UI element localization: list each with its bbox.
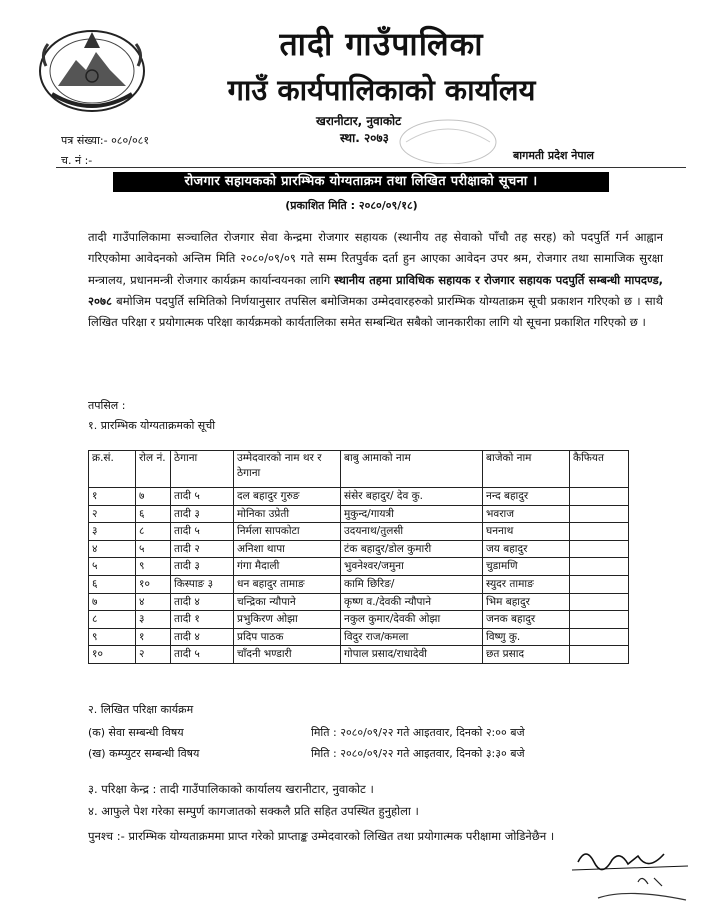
cell-parents-name: भुवनेश्वर/जमुना — [341, 558, 483, 576]
table-row — [89, 523, 629, 541]
cell-parents-name: कामि छिरिङ/ — [341, 575, 483, 593]
exam-date-2: मिति : २०८०/०९/२२ गते आइतवार, दिनको ३:३० बजे — [311, 747, 525, 760]
cell-serial: ६ — [89, 575, 136, 593]
notice-body-part2: बमोजिम पदपुर्ति समितिको निर्णयानुसार तपसिल बमोजिमका उम्मेदवारहरुको प्रारम्भिक योग्यताक्रम सूची प्रकाशन गरिएको छ । साथै लिखित परिक्षा र प्रयोगात्मक परिक्षा कार्यक्रमको कार्यतालिका समेत सम्बन्धित सबैको जानकारीका लागि यो सूचना प्रकाशित गरिएको छ । — [88, 293, 663, 330]
cell-address: तादी ५ — [171, 488, 234, 506]
col-roll: रोल नं. — [136, 451, 171, 488]
exam-subject-1: (क) सेवा सम्बन्धी विषय — [88, 726, 184, 739]
table-row — [89, 558, 629, 576]
dispatch-number: च. नं :- — [61, 154, 93, 167]
cell-candidate-name: निर्मला सापकोटा — [234, 523, 341, 541]
cell-remarks — [570, 575, 629, 593]
cell-grandfather-name: नन्द बहादुर — [483, 488, 570, 506]
candidate-table — [88, 450, 629, 664]
cell-parents-name: उदयनाथ/तुलसी — [341, 523, 483, 541]
reference-number: पत्र संख्या:- ०८०/०८१ — [61, 134, 150, 147]
cell-roll: ६ — [136, 505, 171, 523]
cell-serial: २ — [89, 505, 136, 523]
cell-serial: ९ — [89, 628, 136, 646]
postscript: पुनश्च :- प्रारम्भिक योग्यताक्रममा प्राप्त गरेको प्राप्ताङ्क उम्मेदवारको लिखित तथा प्रयोगात्मक परीक्षामा जोडिनेछैन । — [88, 829, 555, 843]
documents-note: ४. आफुले पेश गरेका सम्पुर्ण कागजातको सक्कलै प्रति सहित उपस्थित हुनुहोला । — [88, 804, 419, 818]
cell-address: तादी २ — [171, 540, 234, 558]
cell-address: तादी ३ — [171, 505, 234, 523]
cell-roll: २ — [136, 646, 171, 664]
cell-roll: ४ — [136, 593, 171, 611]
cell-grandfather-name: भवराज — [483, 505, 570, 523]
cell-serial: १० — [89, 646, 136, 664]
table-row — [89, 540, 629, 558]
cell-grandfather-name: छत प्रसाद — [483, 646, 570, 664]
table-body — [89, 488, 629, 664]
cell-candidate-name: चन्द्रिका न्यौपाने — [234, 593, 341, 611]
cell-address: तादी ४ — [171, 628, 234, 646]
cell-address: तादी ५ — [171, 523, 234, 541]
exam-heading: २. लिखित परिक्षा कार्यक्रम — [88, 703, 194, 716]
cell-grandfather-name: भिम बहादुर — [483, 593, 570, 611]
cell-grandfather-name: जय बहादुर — [483, 540, 570, 558]
cell-grandfather-name: स्युदर तामाङ — [483, 575, 570, 593]
details-label: तपसिल : — [88, 399, 126, 412]
office-title: गाउँ कार्यपालिकाको कार्यालय — [227, 73, 536, 107]
col-remarks: कैफियत — [570, 451, 629, 488]
cell-candidate-name: दल बहादुर गुरुङ — [234, 488, 341, 506]
cell-parents-name: संसेर बहादुर/ देव कु. — [341, 488, 483, 506]
notice-body-bold: स्थानीय तहमा प्राविधिक सहायक र रोजगार सहायक पदपुर्ति सम्बन्धी मापदण्ड, २०७८ — [88, 272, 663, 308]
col-serial: क्र.सं. — [89, 451, 136, 488]
cell-parents-name: टंक बहादुर/डोल कुमारी — [341, 540, 483, 558]
cell-remarks — [570, 505, 629, 523]
cell-remarks — [570, 540, 629, 558]
office-address: खरानीटार, नुवाकोट — [316, 114, 402, 128]
cell-grandfather-name: विष्णु कु. — [483, 628, 570, 646]
table-row — [89, 505, 629, 523]
region-label: बागमती प्रदेश नेपाल — [513, 149, 594, 162]
cell-remarks — [570, 628, 629, 646]
cell-address: तादी १ — [171, 611, 234, 629]
cell-address: किस्पाङ ३ — [171, 575, 234, 593]
col-candidate-name: उम्मेदवारको नाम थर र ठेगाना — [234, 451, 341, 488]
cell-address: तादी ५ — [171, 646, 234, 664]
cell-candidate-name: चाँदनी भण्डारी — [234, 646, 341, 664]
cell-parents-name: मुकुन्द/गायत्री — [341, 505, 483, 523]
cell-remarks — [570, 558, 629, 576]
cell-candidate-name: मोनिका उप्रेती — [234, 505, 341, 523]
cell-remarks — [570, 646, 629, 664]
cell-serial: ४ — [89, 540, 136, 558]
cell-remarks — [570, 523, 629, 541]
cell-grandfather-name: घननाथ — [483, 523, 570, 541]
cell-roll: ३ — [136, 611, 171, 629]
cell-serial: ३ — [89, 523, 136, 541]
notice-body-part1: तादी गाउँपालिकामा सञ्चालित रोजगार सेवा केन्द्रमा रोजगार सहायक (स्थानीय तह सेवाको पाँचौ तह सरह) को पदपुर्ति गर्न आह्वान गरिएकोमा आवेदनको अन्तिम मिति २०८०/०९/०९ गते सम्म रितपुर्वक दर्ता हुन आएका आवेदन उपर श्रम, रोजगार तथा सामाजिक सुरक्षा मन्त्रालय, प्रधानमन्त्री रोजगार कार्यक्रम कार्यान्वयनका लागि — [88, 230, 663, 287]
cell-remarks — [570, 593, 629, 611]
col-grandfather-name: बाजेको नाम — [483, 451, 570, 488]
table-row — [89, 488, 629, 506]
cell-parents-name: नकुल कुमार/देवकी ओझा — [341, 611, 483, 629]
cell-roll: ८ — [136, 523, 171, 541]
cell-grandfather-name: जनक बहादुर — [483, 611, 570, 629]
table-row — [89, 628, 629, 646]
cell-candidate-name: प्रदिप पाठक — [234, 628, 341, 646]
table-row — [89, 593, 629, 611]
exam-venue: ३. परिक्षा केन्द्र : तादी गाउँपालिकाको कार्यालय खरानीटार, नुवाकोट । — [88, 782, 374, 796]
cell-serial: ७ — [89, 593, 136, 611]
header-divider — [56, 167, 686, 168]
handwritten-signature-icon — [568, 842, 698, 910]
cell-roll: १० — [136, 575, 171, 593]
cell-serial: ८ — [89, 611, 136, 629]
cell-serial: ५ — [89, 558, 136, 576]
cell-roll: ९ — [136, 558, 171, 576]
municipality-title: तादी गाउँपालिका — [279, 25, 484, 63]
table-header-row — [89, 451, 629, 488]
exam-date-1: मिति : २०८०/०९/२२ गते आइतवार, दिनको २:०० बजे — [311, 726, 525, 739]
table-row — [89, 575, 629, 593]
cell-candidate-name: अनिशा थापा — [234, 540, 341, 558]
cell-candidate-name: प्रभुकिरण ओझा — [234, 611, 341, 629]
exam-subject-2: (ख) कम्प्युटर सम्बन्धी विषय — [88, 747, 200, 760]
cell-roll: १ — [136, 628, 171, 646]
col-parents-name: बाबु आमाको नाम — [341, 451, 483, 488]
notice-title-banner: रोजगार सहायकको प्रारम्भिक योग्यताक्रम तथा लिखित परीक्षाको सूचना । — [113, 172, 609, 192]
cell-candidate-name: गंगा मैदाली — [234, 558, 341, 576]
cell-serial: १ — [89, 488, 136, 506]
cell-remarks — [570, 488, 629, 506]
published-date: (प्रकाशित मिति : २०८०/०९/१८) — [285, 199, 418, 212]
table-row — [89, 646, 629, 664]
table-row — [89, 611, 629, 629]
cell-candidate-name: धन बहादुर तामाङ — [234, 575, 341, 593]
cell-roll: ७ — [136, 488, 171, 506]
established-year: स्था. २०७३ — [340, 131, 389, 145]
cell-parents-name: गोपाल प्रसाद/राधादेवी — [341, 646, 483, 664]
notice-body — [88, 227, 663, 333]
cell-grandfather-name: चुडामणि — [483, 558, 570, 576]
col-address: ठेगाना — [171, 451, 234, 488]
cell-address: तादी ४ — [171, 593, 234, 611]
cell-parents-name: विदुर राज/कमला — [341, 628, 483, 646]
cell-address: तादी ३ — [171, 558, 234, 576]
office-seal-stamp-icon — [396, 112, 500, 164]
cell-parents-name: कृष्ण व./देवकी न्यौपाने — [341, 593, 483, 611]
list-heading: १. प्रारम्भिक योग्यताक्रमको सूची — [88, 419, 216, 432]
cell-roll: ५ — [136, 540, 171, 558]
cell-remarks — [570, 611, 629, 629]
